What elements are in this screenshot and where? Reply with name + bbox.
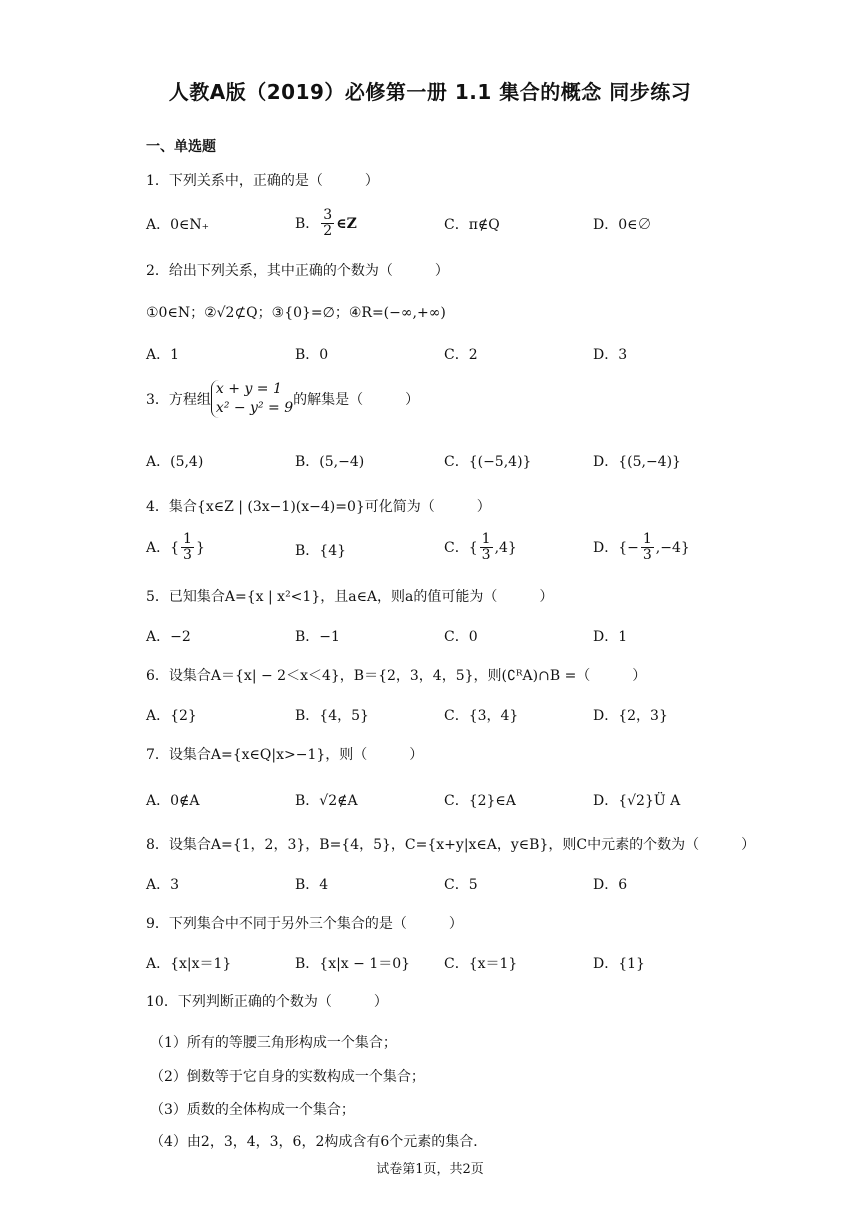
question-3-options (146, 451, 746, 481)
option-d: D．{(5,−4)} (593, 454, 681, 470)
question-1-options (146, 208, 746, 238)
option-c: C．{(−5,4)} (444, 454, 532, 470)
question-10-stem: 10．下列判断正确的个数为（ ） (146, 994, 388, 1010)
option-d: D．6 (593, 877, 628, 893)
option-b: B． $\frac{3}{2}$ ∈Z (295, 207, 357, 240)
question-4-options (146, 532, 746, 562)
option-c: C．5 (444, 877, 478, 893)
statement-2: （2）倒数等于它自身的实数构成一个集合； (150, 1069, 425, 1085)
question-3-stem: 3．方程组 x + y = 1 x² − y² = 9 的解集是（ ） (146, 381, 420, 416)
option-b: B．{x|x − 1＝0} (295, 956, 411, 972)
option-a: A．(5,4) (146, 454, 204, 470)
option-d: D．{2，3} (593, 708, 668, 724)
question-6-stem: 6．设集合A＝{x| − 2＜x＜4}，B＝{2，3，4，5}，则(∁ᴿA)∩B =（ ） (146, 668, 647, 684)
option-b: B．{4} (295, 543, 347, 559)
statement-4: （4）由2，3，4，3，6，2构成含有6个元素的集合． (150, 1134, 488, 1150)
option-d: D．1 (593, 629, 628, 645)
option-a: A．1 (146, 347, 180, 363)
question-5-options (146, 626, 746, 656)
option-a: A．−2 (146, 629, 191, 645)
option-a: A．{x|x＝1} (146, 956, 232, 972)
section-heading: 一、单选题 (146, 139, 216, 155)
option-c: C．π∉Q (444, 217, 500, 233)
question-8-stem: 8．设集合A={1，2，3}，B={4，5}，C={x+y|x∈A，y∈B}，则C中元素的个数为（ ） (146, 837, 756, 853)
option-a: A．0∈N₊ (146, 217, 210, 233)
question-7-options (146, 790, 746, 820)
option-b: B．√2∉A (295, 793, 358, 809)
option-b: B．(5,−4) (295, 454, 365, 470)
question-5-stem: 5．已知集合A={x | x²<1}，且a∈A，则a的值可能为（ ） (146, 589, 554, 605)
option-b: B．0 (295, 347, 329, 363)
question-7-stem: 7．设集合A={x∈Q|x>−1}，则（ ） (146, 747, 424, 763)
question-2-statements: ①0∈N；②√2⊄Q；③{0}=∅；④R=(−∞,+∞) (146, 305, 446, 321)
option-a: A．{2} (146, 708, 197, 724)
option-c: C．2 (444, 347, 478, 363)
option-c: C．{ $\frac{1}{3}$ ,4} (444, 531, 517, 564)
option-a: A．0∉A (146, 793, 200, 809)
question-4-stem: 4．集合{x∈Z | (3x−1)(x−4)=0}可化简为（ ） (146, 499, 491, 515)
equation-system: x + y = 1 x² − y² = 9 (211, 380, 293, 418)
option-c: C．{2}∈A (444, 793, 516, 809)
question-6-options (146, 705, 746, 735)
option-d: D．{√2}Ü A (593, 793, 681, 809)
statement-1: （1）所有的等腰三角形构成一个集合； (150, 1035, 397, 1051)
option-c: C．{x＝1} (444, 956, 518, 972)
question-1-stem: 1．下列关系中，正确的是（ ） (146, 173, 379, 189)
option-c: C．0 (444, 629, 478, 645)
page-title: 人教A版（2019）必修第一册 1.1 集合的概念 同步练习 (168, 80, 692, 104)
question-2-stem: 2．给出下列关系，其中正确的个数为（ ） (146, 263, 449, 279)
question-9-options (146, 953, 746, 983)
option-a: A．3 (146, 877, 180, 893)
option-d: D．{− $\frac{1}{3}$ ,−4} (593, 531, 690, 564)
option-d: D．0∈∅ (593, 217, 652, 233)
option-a: A．{ $\frac{1}{3}$ } (146, 531, 205, 564)
option-b: B．{4，5} (295, 708, 369, 724)
option-d: D．3 (593, 347, 628, 363)
option-b: B．−1 (295, 629, 340, 645)
page-footer: 试卷第1页，共2页 (376, 1162, 484, 1177)
question-8-options (146, 874, 746, 904)
question-9-stem: 9．下列集合中不同于另外三个集合的是（ ） (146, 916, 463, 932)
option-b: B．4 (295, 877, 329, 893)
statement-3: （3）质数的全体构成一个集合； (150, 1102, 355, 1118)
option-c: C．{3，4} (444, 708, 519, 724)
question-2-options (146, 344, 746, 374)
option-d: D．{1} (593, 956, 645, 972)
